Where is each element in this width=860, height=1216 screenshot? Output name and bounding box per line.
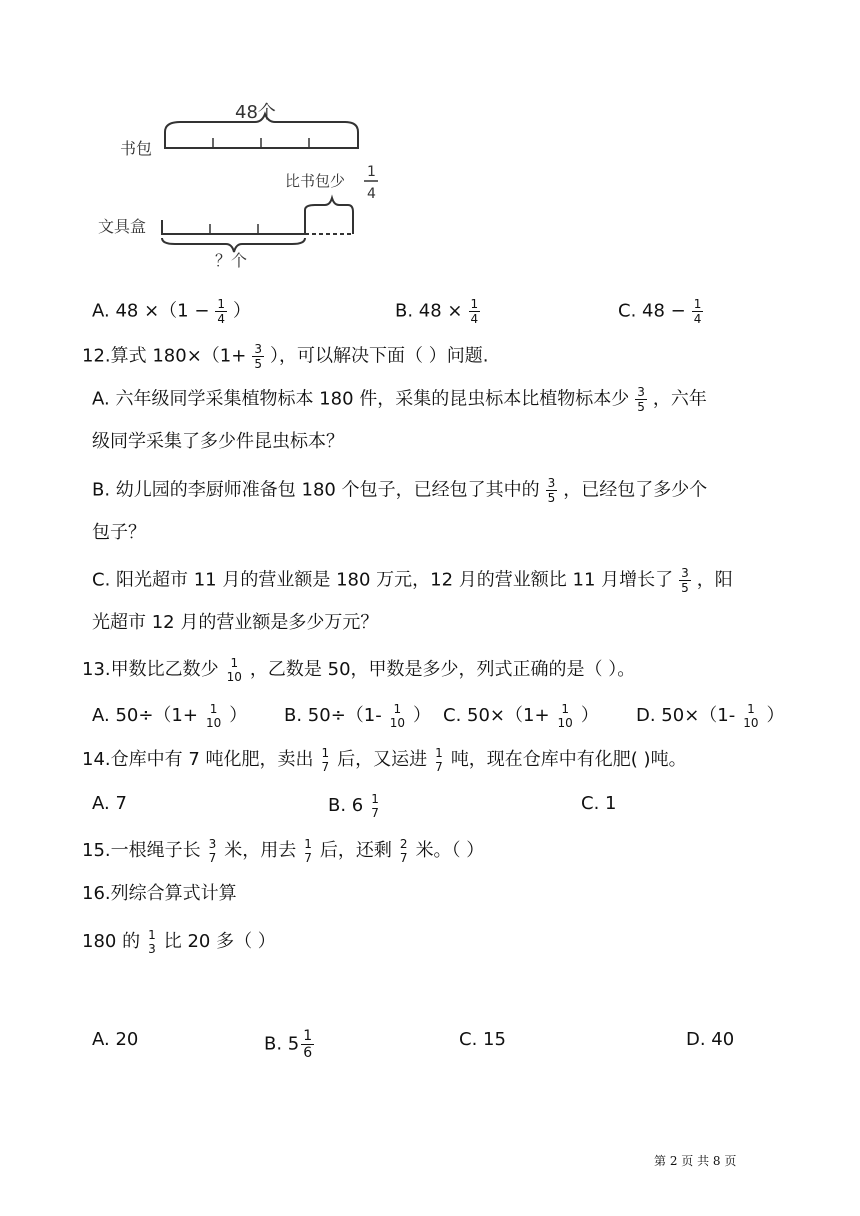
q14-stem: 14.仓库中有 7 吨化肥，卖出 1 7 后，又运进 1 7 吨，现在仓库中有化肥( )吨。	[82, 746, 687, 774]
q15-stem: 15.一根绳子长 3 7 米，用去 1 7 后，还剩 2 7 米。（ ）	[82, 837, 485, 865]
q14-option-c: C. 1	[581, 793, 617, 814]
q16-option-a: A. 20	[92, 1029, 139, 1050]
q12-option-b: B. 幼儿园的李厨师准备包 180 个包子，已经包了其中的 $\frac{3}{5}$ ，已经包了多少个	[92, 476, 708, 505]
q13-option-b: B. 50÷（1- 1 10 ）	[284, 702, 432, 730]
q13-option-d: D. 50×（1- 1 10 ）	[636, 702, 785, 730]
q12-option-c-line2: 光超市 12 月的营业额是多少万元？	[92, 612, 379, 633]
compare-num: 1	[367, 164, 376, 180]
q12-option-a: A. 六年级同学采集植物标本 180 件，采集的昆虫标本比植物标本少 $\frac{3}{5}$ ，六年	[92, 385, 707, 414]
compare-label: 比书包少	[285, 172, 346, 190]
q16-stem: 180 的 1 3 比 20 多（ ）	[82, 928, 276, 956]
q12-option-b-line2: 包子？	[92, 522, 146, 543]
page-footer: 第 2 页 共 8 页	[654, 1154, 737, 1168]
q13-option-a: A. 50÷（1+ 1 10 ）	[92, 702, 248, 730]
bag-label: 书包	[120, 139, 153, 158]
q16-option-d: D. 40	[686, 1029, 735, 1050]
box-label: 文具盒	[98, 217, 147, 236]
q14-option-b: B. 6 1 7	[328, 792, 379, 820]
q12-option-a-line2: 级同学采集了多少件昆虫标本？	[92, 431, 344, 452]
q11-option-a: A. 48 ×（1 − $\frac{1}{4}$ ）	[92, 297, 252, 326]
bar-model-diagram	[90, 92, 390, 272]
q11-option-b: B. 48 × $\frac{1}{4}$	[395, 297, 479, 326]
q13-stem: 13.甲数比乙数少 1 10 ，乙数是 50，甲数是多少，列式正确的是（ ）。	[82, 656, 636, 684]
compare-den: 4	[367, 186, 376, 202]
q11-option-c: C. 48 − $\frac{1}{4}$	[618, 297, 702, 326]
q14-option-a: A. 7	[92, 793, 127, 814]
q16-title: 16.列综合算式计算	[82, 883, 237, 904]
q12-option-c: C. 阳光超市 11 月的营业额是 180 万元，12 月的营业额比 11 月增长了 $\frac{3}{5}$ ，阳	[92, 566, 733, 595]
q13-option-c: C. 50×（1+ 1 10 ）	[443, 702, 599, 730]
q12-stem: 12.算式 180×（1+ $\frac{3}{5}$ ），可以解决下面（ ）问题.	[82, 342, 489, 371]
q16-option-b: B. 5 $\frac{1}{6}$	[264, 1028, 313, 1061]
total-label: 48个	[235, 102, 276, 123]
q16-option-c: C. 15	[459, 1029, 506, 1050]
question-label: ？个	[215, 251, 248, 270]
